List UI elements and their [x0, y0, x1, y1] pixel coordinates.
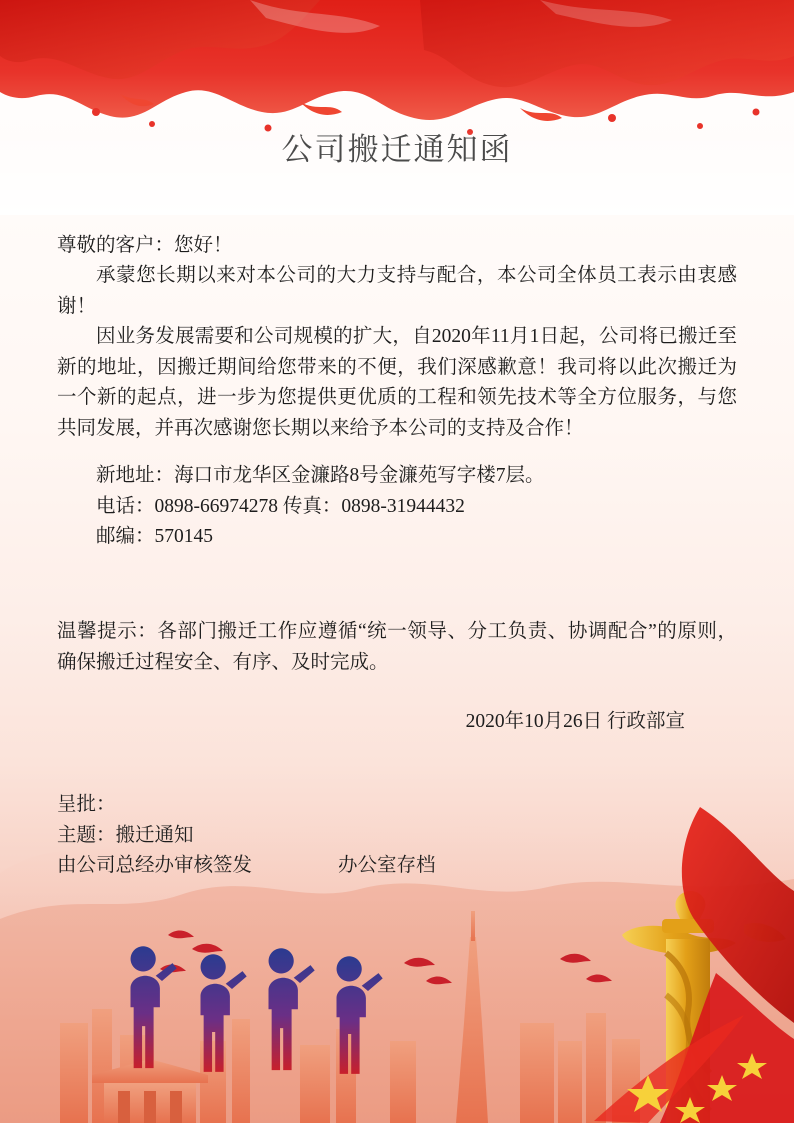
subject-line: 主题：搬迁通知: [57, 824, 194, 846]
paragraph-relocation-text: 因业务发展需要和公司规模的扩大，自2020年11月1日起，公司将已搬迁至新的地址，因搬迁期间给您带来的不便，我们深感歉意！我司将以此次搬迁为一个新的起点，进一步为您提供更优质的工程和领先技术等全方位服务，与您共同发展，并再次感谢您长期以来给予本公司的支持及合作！: [57, 326, 737, 439]
paragraph-relocation: [57, 322, 737, 444]
salutation-text: 尊敬的客户：您好！: [57, 235, 233, 256]
page-title: 公司搬迁通知函: [281, 132, 513, 167]
warm-tips-text: 温馨提示：各部门搬迁工作应遵循“统一领导、分工负责、协调配合”的原则，确保搬迁过程安全、有序、及时完成。: [57, 621, 737, 673]
paragraph-thanks-text: 承蒙您长期以来对本公司的大力支持与配合，本公司全体员工表示由衷感谢！: [57, 265, 737, 317]
new-address-line: 新地址：海口市龙华区金濂路8号金濂苑写字楼7层。: [96, 465, 545, 486]
approval-label: 呈批：: [57, 794, 116, 815]
signature-line: 2020年10月26日 行政部宣: [465, 711, 685, 732]
approval-routing-row: [57, 851, 737, 882]
approval-right-text: 办公室存档: [338, 855, 436, 876]
phone-fax-line: 电话：0898-66974278 传真：0898-31944432: [96, 495, 465, 517]
approval-left-text: 由公司总经办审核签发: [57, 855, 253, 876]
approval-block: [57, 790, 737, 882]
postcode-line: 邮编：570145: [96, 526, 214, 547]
contact-block: [57, 461, 737, 553]
paragraph-thanks: [57, 261, 737, 322]
